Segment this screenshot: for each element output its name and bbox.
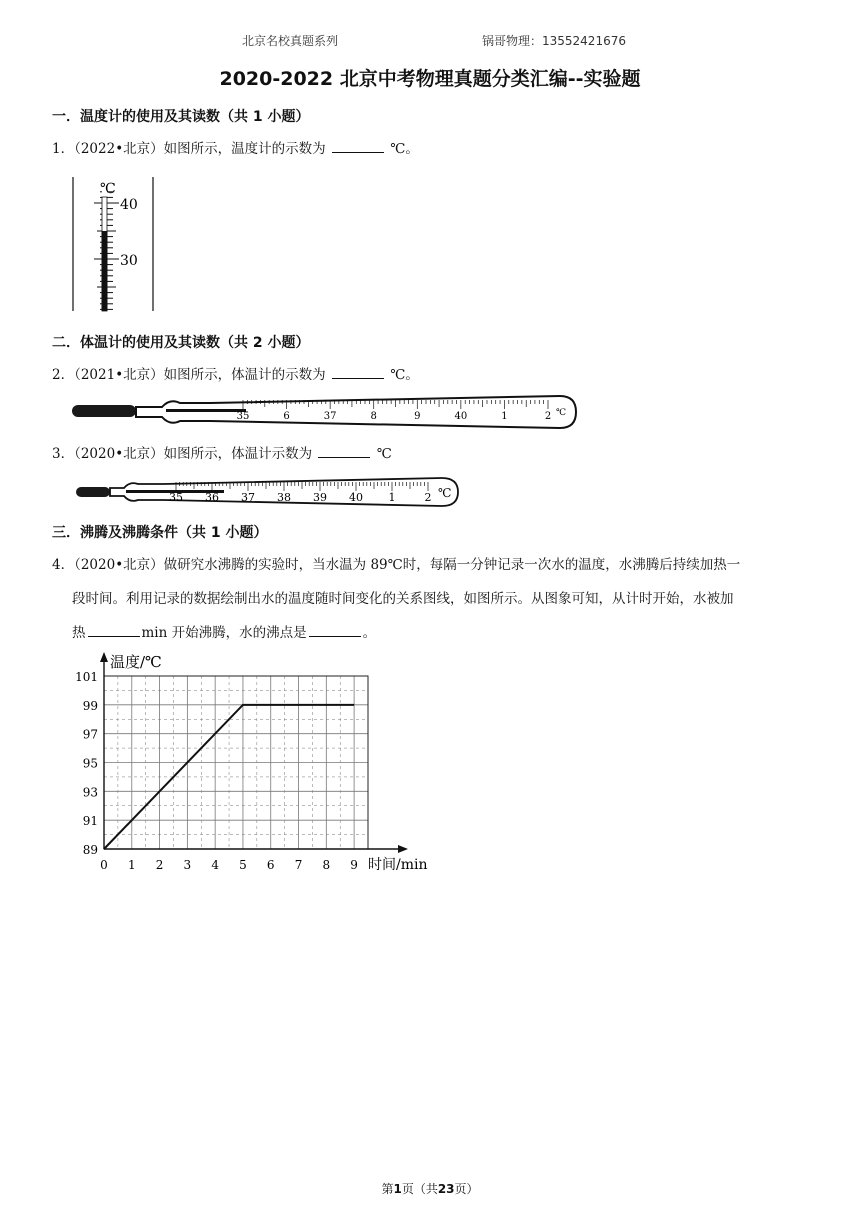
clinical-label: 38 <box>277 491 291 504</box>
clinical-label: 2 <box>544 411 552 422</box>
header-series: 北京名校真题系列 <box>242 34 339 48</box>
x-tick-label: 2 <box>155 858 164 872</box>
question-1 <box>52 132 419 166</box>
x-tick-label: 5 <box>239 858 247 872</box>
clinical-label: 8 <box>370 411 377 422</box>
question-4-text-b: min 开始沸腾，水的沸点是 <box>141 625 307 641</box>
footer-prefix: 第 <box>381 1182 394 1196</box>
clinical-label: 1 <box>388 491 396 504</box>
clinical-thermometer-1-labels <box>237 411 552 422</box>
clinical-thermometer-2-unit: ℃ <box>438 486 452 500</box>
x-tick-label: 4 <box>211 858 219 872</box>
x-tick-label: 9 <box>350 858 358 872</box>
clinical-label: 1 <box>501 411 508 422</box>
clinical-label: 37 <box>241 491 255 504</box>
question-3-suffix: ℃ <box>376 446 392 462</box>
answer-blank <box>309 622 361 637</box>
y-tick-label: 91 <box>82 814 98 829</box>
answer-blank <box>332 138 384 153</box>
clinical-label: 2 <box>424 491 432 504</box>
question-2 <box>52 358 419 392</box>
answer-blank <box>332 364 384 379</box>
header-contact: 锅哥物理：13552421676 <box>482 34 626 48</box>
boiling-chart <box>60 648 440 878</box>
x-axis-arrow <box>398 845 408 853</box>
footer-mid: 页（共 <box>401 1182 438 1196</box>
clinical-label: 39 <box>313 491 327 504</box>
chart-axes <box>100 652 408 853</box>
footer-total-pages: 23 <box>437 1182 455 1196</box>
clinical-label: 40 <box>349 491 363 504</box>
x-tick-label: 0 <box>100 858 108 872</box>
thermometer-label-30: 30 <box>120 253 138 269</box>
x-tick-label: 6 <box>266 858 275 872</box>
clinical-thermometer-1 <box>70 394 580 430</box>
question-2-suffix: ℃。 <box>390 367 419 383</box>
thermometer-unit: ℃ <box>100 181 116 197</box>
y-tick-label: 95 <box>82 756 98 771</box>
y-tick-label: 97 <box>82 727 98 742</box>
clinical-label: 6 <box>283 411 290 422</box>
y-tick-label: 99 <box>82 698 98 713</box>
page-title: 2020-2022 北京中考物理真题分类汇编--实验题 <box>219 68 641 90</box>
question-1-text: 1．（2022•北京）如图所示，温度计的示数为 <box>52 141 326 157</box>
question-1-suffix: ℃。 <box>390 141 419 157</box>
section-heading-3: 三．沸腾及沸腾条件（共 1 小题） <box>52 525 268 541</box>
clinical-label: 37 <box>323 411 337 422</box>
question-4-line-2: 段时间。利用记录的数据绘制出水的温度随时间变化的关系图线，如图所示。从图象可知，从计时开始，水被加 <box>72 591 734 607</box>
clinical-label: 35 <box>169 491 183 504</box>
y-tick-label: 101 <box>75 670 98 684</box>
question-4-line-3 <box>52 616 812 650</box>
thermometer-label-40: 40 <box>120 197 138 213</box>
chart-y-ticks <box>75 670 98 857</box>
x-tick-label: 8 <box>322 858 331 872</box>
question-4-line-1: 4．（2020•北京）做研究水沸腾的实验时，当水温为 89℃时，每隔一分钟记录一次水的温度，水沸腾后持续加热一 <box>52 557 741 573</box>
clinical-thermometer-1-unit: ℃ <box>556 408 567 418</box>
answer-blank <box>88 622 140 637</box>
footer-suffix: 页） <box>454 1182 479 1196</box>
chart-x-ticks <box>100 858 358 872</box>
thermometer-liquid-column <box>102 231 108 311</box>
question-4-text-c: 。 <box>362 625 377 641</box>
y-axis-arrow <box>100 652 108 662</box>
answer-blank <box>318 443 370 458</box>
footer-page-number: 1 <box>393 1182 402 1196</box>
question-2-text: 2．（2021•北京）如图所示，体温计的示数为 <box>52 367 326 383</box>
question-3 <box>52 437 392 471</box>
page-footer <box>0 1180 860 1197</box>
x-tick-label: 3 <box>183 858 192 872</box>
clinical-label: 40 <box>454 411 468 422</box>
question-4-text-a: 热 <box>72 625 86 641</box>
section-heading-1: 一．温度计的使用及其读数（共 1 小题） <box>52 109 310 125</box>
clinical-label: 36 <box>205 491 219 504</box>
chart-y-axis-label: 温度/℃ <box>110 653 162 671</box>
section-heading-2: 二．体温计的使用及其读数（共 2 小题） <box>52 335 310 351</box>
thermometer-figure <box>66 175 166 315</box>
clinical-label: 35 <box>236 411 250 422</box>
x-tick-label: 7 <box>294 858 303 872</box>
y-tick-label: 93 <box>82 785 98 800</box>
x-tick-label: 1 <box>127 858 136 872</box>
question-3-text: 3．（2020•北京）如图所示，体温计示数为 <box>52 446 313 462</box>
y-tick-label: 89 <box>82 843 98 857</box>
chart-x-axis-label: 时间/min <box>368 857 428 873</box>
clinical-label: 9 <box>414 411 421 422</box>
question-4 <box>52 548 812 650</box>
chart-grid <box>104 676 368 849</box>
clinical-thermometer-2 <box>74 475 464 509</box>
